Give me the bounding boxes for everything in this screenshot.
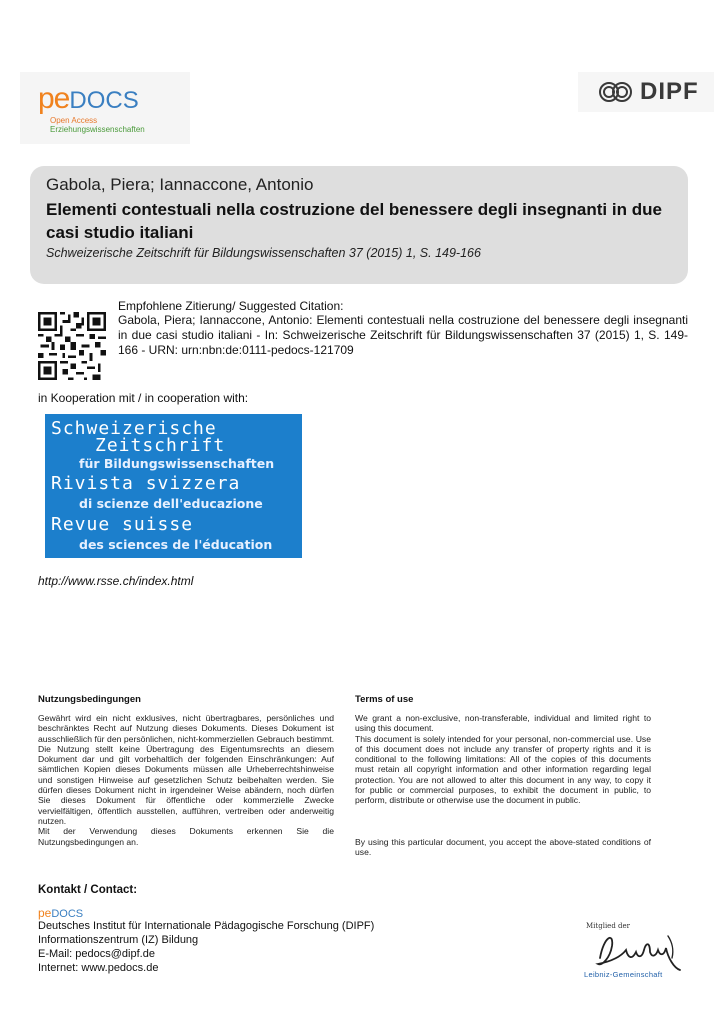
terms-de-body-acceptance: Mit der Verwendung dieses Dokuments erkennen Sie die Nutzungsbedingungen an.	[38, 826, 334, 847]
terms-de-heading: Nutzungsbedingungen	[38, 694, 141, 705]
contact-email[interactable]: E-Mail: pedocs@dipf.de	[38, 948, 155, 960]
journal-reference: Schweizerische Zeitschrift für Bildungswissenschaften 37 (2015) 1, S. 149-166	[46, 246, 481, 260]
dipf-wordmark: DIPF	[640, 78, 699, 105]
terms-en-body-grant: We grant a non-exclusive, non-transferable, individual and limited right to using this document.	[355, 713, 651, 734]
leibniz-name: Leibniz-Gemeinschaft	[584, 970, 663, 979]
dipf-rings-icon	[598, 81, 634, 103]
citation-label: Empfohlene Zitierung/ Suggested Citation:	[118, 299, 344, 313]
terms-en-body-acceptance: By using this particular document, you accept the above-stated conditions of use.	[355, 837, 651, 858]
contact-pedocs-docs: DOCS	[51, 908, 84, 920]
leibniz-signature-icon	[590, 928, 686, 972]
journal-url-link[interactable]: http://www.rsse.ch/index.html	[38, 574, 194, 588]
contact-institute: Deutsches Institut für Internationale Pädagogische Forschung (DIPF)	[38, 920, 375, 932]
terms-en-heading: Terms of use	[355, 694, 414, 705]
journal-logo-it-line2: di scienze dell'educazione	[79, 496, 263, 511]
document-title-box	[30, 166, 688, 284]
cooperation-label: in Kooperation mit / in cooperation with:	[38, 391, 249, 405]
pedocs-wordmark	[38, 82, 139, 116]
journal-logo-de-line3: für Bildungswissenschaften	[79, 456, 275, 471]
journal-logo-fr-line2: des sciences de l'éducation	[79, 537, 273, 552]
journal-logo	[45, 414, 302, 558]
qr-code-icon	[38, 312, 106, 380]
contact-internet[interactable]: Internet: www.pedocs.de	[38, 962, 159, 974]
journal-logo-de-line2: Zeitschrift	[95, 435, 226, 456]
contact-center: Informationszentrum (IZ) Bildung	[38, 934, 199, 946]
contact-pedocs-logo	[38, 906, 83, 920]
citation-text: Gabola, Piera; Iannaccone, Antonio: Elementi contestuali nella costruzione del benessere degli insegnanti in due casi studio italiani - In: Schweizerische Zeitschrift für Bildungswissenschaften 37 (2015) 1, S. 149-166 - URN: urn:nbn:de:0111-pedocs-121709	[118, 313, 688, 357]
contact-details	[38, 919, 374, 975]
terms-de-body-text: Gewährt wird ein nicht exklusives, nicht übertragbares, persönliches und beschränktes Recht auf Nutzung dieses Dokuments. Dieses Dokument ist ausschließlich für den persönlichen, nicht-kommerziellen Gebrauch bestimmt. Die Nutzung stellt keine Übertragung des Eigentumsrechts an diesem Dokument dar und gilt vorbehaltlich der folgenden Einschränkungen: Auf sämtlichen Kopien dieses Dokuments müssen alle Urheberrechtshinweise und sonstigen Hinweise auf gesetzlichen Schutz beibehalten werden. Sie dürfen dieses Dokument nicht in irgendeiner Weise abändern, noch dürfen Sie dieses Dokument für öffentliche oder kommerzielle Zwecke vervielfältigen, öffentlich ausstellen, aufführen, vertreiben oder anderweitig nutzen.	[38, 713, 334, 826]
leibniz-member-label: Mitglied der	[586, 922, 630, 930]
terms-en-body-text: This document is solely intended for your personal, non-commercial use. Use of this document does not include any transfer of property rights and it is conditional to the following limitations: All of the copies of this documents must retain all copyright information and other information regarding legal protection. You are not allowed to alter this document in any way, to copy it for public or commercial purposes, to exhibit the document in public, to perform, distribute or otherwise use the document in public.	[355, 733, 651, 806]
journal-logo-fr-line1: Revue suisse	[51, 514, 194, 535]
pedocs-wordmark-docs: DOCS	[69, 87, 139, 114]
journal-logo-de-line1: Schweizerische	[51, 418, 217, 439]
pedocs-wordmark-pe: pe	[38, 82, 70, 115]
pedocs-tagline-subject: Erziehungswissenschaften	[50, 125, 145, 134]
pedocs-logo	[20, 72, 190, 144]
document-title: Elementi contestuali nella costruzione del benessere degli insegnanti in due casi studio italiani	[46, 200, 662, 242]
terms-en-body	[355, 713, 651, 806]
dipf-logo	[578, 72, 714, 112]
contact-pedocs-pe: pe	[38, 906, 52, 920]
journal-logo-it-line1: Rivista svizzera	[51, 473, 241, 494]
contact-heading: Kontakt / Contact:	[38, 884, 138, 896]
leibniz-logo	[578, 916, 688, 994]
pedocs-tagline	[50, 116, 190, 134]
pedocs-tagline-open-access: Open Access	[50, 116, 98, 125]
terms-de-body	[38, 713, 334, 847]
document-authors: Gabola, Piera; Iannaccone, Antonio	[46, 175, 314, 194]
